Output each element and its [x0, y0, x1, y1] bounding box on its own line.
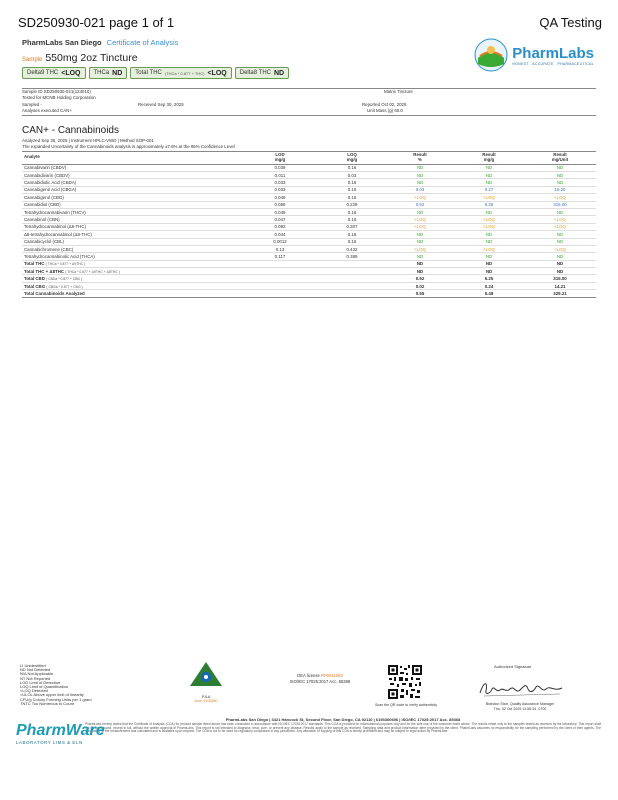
total-label: [22, 282, 242, 289]
section-title: CAN+ - Cannabinoids: [22, 125, 119, 136]
reported: Reported Oct 02, 2025: [362, 101, 407, 107]
analyses-executed: Analyses executed CAN+: [22, 108, 72, 114]
result-mg-unit: <LOQ: [524, 194, 596, 201]
pharmlabs-logo-icon: [474, 38, 508, 72]
sample-id: Sample ID SD250930-021(124010): [22, 89, 91, 94]
header-result-mgg: Result mg/g: [454, 152, 524, 165]
analyte-name: Δ8-tetrahydrocannabinol (Δ8-THC): [22, 231, 242, 238]
loq-value: 0.16: [318, 186, 386, 193]
loq-value: [318, 282, 386, 289]
result-mg-unit: ND: [524, 208, 596, 215]
uncertainty-line: The expanded Uncertainty of the Cannabinoids analysis is approximately ±7.6% at the 95% Confidence Level: [22, 144, 235, 149]
loq-value: [318, 268, 386, 275]
result-mg-unit: 16.20: [524, 186, 596, 193]
lod-value: 0.049: [242, 194, 318, 201]
pharmware-tagline: LABORATORY LIMS & ELN: [16, 740, 83, 745]
pill-label: Total THC: [135, 70, 162, 76]
result-mgg: 5.25: [454, 275, 524, 282]
lod-value: 0.033: [242, 186, 318, 193]
result-pct: ND: [386, 268, 454, 275]
lod-value: 0.047: [242, 216, 318, 223]
signature-date: Thu, 02 Oct 2025 11:56:34 -0700: [493, 706, 547, 711]
result-mg-unit: <LOQ: [524, 216, 596, 223]
dea-license: [275, 673, 365, 685]
result-mgg: ND: [454, 268, 524, 275]
disclaimer-text: PharmLabs hereby states that the Certificate of Analysis (COA) for product sample listed above has been conducted in accordance with ISO/IEC 17025:2017 standards. This COA is provided for informational purposes only and for the sole use of the customer listed above. The results relate only to the samples tested as received by the laboratory. This report shall not be reproduced, except in full, without the written approval of PharmLabs. This report is not intended to diagnose, treat, cure, or prevent any disease. Results apply to the sample as received. Sampling data and product information were provided by the client. PharmLabs assumes no responsibility for the sampling performed by the client or their agents. The uncertainty of the measurement was calculated and is available upon request. The COA is not to be used for regulatory compliance in any jurisdiction. Any alteration or copying of this COA is strictly prohibited and may be subject to legal action by PharmLabs.: [85, 722, 601, 734]
result-mgg: ND: [454, 238, 524, 245]
result-mgg: <LOQ: [454, 194, 524, 201]
result-mgg: <LOQ: [454, 245, 524, 252]
result-mgg: ND: [454, 260, 524, 267]
result-mg-unit: ND: [524, 179, 596, 186]
document-id: SD250930-021 page 1 of 1: [18, 14, 175, 30]
table-row: [22, 216, 596, 223]
pharmware-logo: [16, 722, 105, 745]
loq-value: 0.03: [318, 171, 386, 178]
result-mg-unit: 329.21: [524, 290, 596, 297]
result-pct: ND: [386, 164, 454, 171]
pjla-label: PJLA: [201, 695, 211, 699]
pill-value: <LOQ: [61, 69, 81, 77]
loq-value: 0.229: [318, 201, 386, 208]
lod-value: [242, 260, 318, 267]
result-pct: ND: [386, 231, 454, 238]
sample-meta: [22, 88, 596, 116]
abbreviation-legend: [20, 664, 92, 706]
lod-value: 0.049: [242, 208, 318, 215]
result-mg-unit: ND: [524, 260, 596, 267]
legend-item: LOD Limit of Detection: [20, 679, 61, 685]
analyte-name: Cannabinol (CBN): [22, 216, 242, 223]
matrix: Matrix Tincture: [384, 89, 413, 94]
result-mgg: 5.49: [454, 290, 524, 297]
loq-value: 0.432: [318, 245, 386, 252]
result-mgg: ND: [454, 253, 524, 260]
lod-value: 0.092: [242, 223, 318, 230]
result-mgg: ND: [454, 164, 524, 171]
result-pct: 0.03: [386, 186, 454, 193]
pjla-logo-icon: [184, 660, 228, 690]
pill-value: ND: [112, 69, 123, 77]
received: Received Sep 30, 2025: [138, 101, 184, 107]
table-row: [22, 171, 596, 178]
signatory: [455, 702, 585, 711]
result-mg-unit: 315.00: [524, 201, 596, 208]
top-bar: [18, 12, 602, 32]
legend-item: LI Unidentified: [20, 663, 46, 668]
total-formula: ( THCa * 0.877 + Δ9THC ): [45, 262, 86, 267]
result-pct: 0.55: [386, 290, 454, 297]
table-row: [22, 179, 596, 186]
table-row: [22, 186, 596, 193]
pharmlabs-brand: [474, 38, 594, 72]
lod-value: 0.039: [242, 164, 318, 171]
result-mgg: 0.24: [454, 282, 524, 289]
legend-item: NT Not Reported: [20, 675, 51, 681]
header-result-pct: Result %: [386, 152, 454, 165]
table-row: [22, 208, 596, 215]
analyte-name: Cannabicyclol (CBL): [22, 238, 242, 245]
total-formula: ( CBGa * 0.877 + CBG ): [46, 284, 83, 289]
result-pct: ND: [386, 238, 454, 245]
total-formula: ( THCa * 0.877 + Δ9THC + Δ8THC ): [65, 269, 120, 274]
lod-value: 0.117: [242, 253, 318, 260]
qr-scan-text: Scan the QR code to verify authenticity: [374, 703, 438, 707]
table-row: [22, 164, 596, 171]
analyte-name: Cannabivarin (CBDV): [22, 164, 242, 171]
result-mgg: ND: [454, 208, 524, 215]
table-row: [22, 253, 596, 260]
lod-value: 0.011: [242, 171, 318, 178]
result-mg-unit: <LOQ: [524, 223, 596, 230]
analyte-name: Cannabigerol (CBG): [22, 194, 242, 201]
pill-label: Delta9 THC: [27, 70, 59, 76]
lod-value: 0.13: [242, 245, 318, 252]
result-mg-unit: ND: [524, 164, 596, 171]
result-mg-unit: ND: [524, 238, 596, 245]
lod-value: 0.044: [242, 231, 318, 238]
loq-value: 0.16: [318, 179, 386, 186]
sample-label: Sample: [22, 57, 43, 63]
loq-value: 0.16: [318, 194, 386, 201]
lod-value: [242, 275, 318, 282]
lod-value: 0.033: [242, 179, 318, 186]
header-lod: LOD mg/g: [242, 152, 318, 165]
pill-thca: [89, 67, 128, 79]
result-mgg: <LOQ: [454, 223, 524, 230]
cannabinoid-table: [22, 151, 596, 298]
loq-value: [318, 260, 386, 267]
loq-value: 0.16: [318, 231, 386, 238]
signatory-name: Brandon Starr, Quality Assurance Manager: [485, 702, 555, 706]
result-mgg: <LOQ: [454, 216, 524, 223]
loq-value: 0.16: [318, 238, 386, 245]
result-pct: ND: [386, 260, 454, 267]
legend-item: TNTC Too Numerous to Count: [20, 700, 74, 706]
loq-value: 0.16: [318, 208, 386, 215]
result-pct: ND: [386, 208, 454, 215]
brand-tagline: HONEST . ACCURATE . PHARMACEUTICAL: [512, 61, 594, 66]
total-label: [22, 275, 242, 282]
total-label: [22, 290, 242, 297]
total-row: [22, 268, 596, 275]
loq-value: [318, 290, 386, 297]
pill-label: THCa: [93, 70, 110, 76]
analyzed-line: Analyzed Sep 30, 2025 | Instrument HPLC-VWD | Method SOP-001: [22, 138, 154, 143]
table-header-row: [22, 152, 596, 165]
pharmware-name: PharmWare: [16, 722, 105, 739]
lod-value: [242, 290, 318, 297]
total-row: [22, 260, 596, 267]
lod-value: [242, 282, 318, 289]
total-formula: ( CBDa * 0.877 + CBD ): [46, 277, 83, 282]
analyte-name: Cannabidiolic Acid (CBDA): [22, 179, 242, 186]
analyte-name: Cannabidivarin (CBDV): [22, 171, 242, 178]
pill-label: Delta8 THC: [239, 70, 271, 76]
meta-row: [22, 108, 596, 114]
result-mg-unit: ND: [524, 231, 596, 238]
lod-value: 0.0012: [242, 238, 318, 245]
total-name: Total THC + Δ8THC: [24, 268, 65, 274]
result-mgg: ND: [454, 231, 524, 238]
result-mg-unit: ND: [524, 268, 596, 275]
total-name: Total Cannabinoids Analyzed: [24, 290, 85, 296]
analyte-name: Tetrahydrocannabinol (Δ9-THC): [22, 223, 242, 230]
lab-line: [22, 38, 178, 47]
result-mg-unit: ND: [524, 253, 596, 260]
result-pct: <LOQ: [386, 245, 454, 252]
loq-value: 0.16: [318, 164, 386, 171]
result-pct: ND: [386, 171, 454, 178]
signature-icon: [476, 677, 566, 699]
signature-label: Authorized Signature: [494, 664, 532, 669]
lod-value: [242, 268, 318, 275]
analyte-name: Tetrahydrocannabivarin (THCV): [22, 208, 242, 215]
legend-item: <LOQ Detected: [20, 688, 48, 694]
loq-value: 0.389: [318, 253, 386, 260]
result-mgg: ND: [454, 171, 524, 178]
table-row: [22, 223, 596, 230]
legend-item: ND Not Detected: [20, 667, 51, 673]
qa-testing-label: QA Testing: [539, 14, 602, 30]
total-row: [22, 282, 596, 289]
analyte-name: Cannabigerol Acid (CBGA): [22, 186, 242, 193]
sample-line: [22, 52, 138, 64]
total-label: [22, 268, 242, 275]
header-analyte: Analyte: [22, 152, 242, 165]
result-pct: <LOQ: [386, 216, 454, 223]
legend-item: >ULOL Above upper limit of linearity: [20, 692, 84, 698]
total-row: [22, 275, 596, 282]
total-row: [22, 290, 596, 297]
result-mg-unit: <LOQ: [524, 245, 596, 252]
pill-delta8-thc: [235, 67, 289, 79]
unit-mass: Unit Mass (g) 60.0: [367, 108, 403, 114]
loq-value: 0.16: [318, 216, 386, 223]
result-pct: 0.52: [386, 275, 454, 282]
pill-value: <LOQ: [207, 69, 227, 77]
result-pct: ND: [386, 179, 454, 186]
header-result-unit: Result mg/Unit: [524, 152, 596, 165]
footer: [0, 660, 618, 800]
iso-accreditation: ISO/IEC 17025:2017 Acc. 85368: [289, 679, 351, 684]
pill-value: ND: [273, 69, 285, 77]
dea-number: RP0611083: [320, 673, 343, 678]
pill-formula: (THCa * 0.877 + THC): [164, 70, 205, 76]
total-label: [22, 260, 242, 267]
loq-value: [318, 275, 386, 282]
result-pct: 0.02: [386, 282, 454, 289]
legend-item: CFU/g Colony Forming Units per 1 gram: [20, 696, 92, 702]
table-row: [22, 194, 596, 201]
analyte-name: Cannabichromene (CBC): [22, 245, 242, 252]
pjla-accreditation-number: Accr. #105360: [194, 699, 218, 703]
tested-for: Tested for MCNB Holding Corporation: [22, 95, 96, 101]
header-loq: LOQ mg/g: [318, 152, 386, 165]
loq-value: 0.307: [318, 223, 386, 230]
analyte-name: Tetrahydrocannabinolic Acid (THCA): [22, 253, 242, 260]
pjla-accreditation: [184, 660, 228, 703]
lab-address: PharmLabs San Diego | 3421 Hancock St, Second Floor, San Diego, CA 92110 | 6193360696 | ISO/IEC 17025:2017 Acc. 85368: [225, 717, 461, 722]
result-pct: <LOQ: [386, 223, 454, 230]
lab-name: PharmLabs San Diego: [22, 38, 102, 47]
total-name: Total THC: [24, 261, 45, 267]
pill-total-thc: [130, 67, 231, 79]
table-row: [22, 231, 596, 238]
summary-pills: [22, 67, 289, 79]
result-mg-unit: 315.00: [524, 275, 596, 282]
lod-value: 0.069: [242, 201, 318, 208]
pill-delta9-thc: [22, 67, 86, 79]
legend-item: N/A Not Applicable: [20, 671, 54, 677]
total-name: Total CBG: [24, 283, 46, 289]
result-mgg: 5.25: [454, 201, 524, 208]
legend-item: LOQ Limit of Quantification: [20, 684, 69, 690]
result-pct: 0.52: [386, 201, 454, 208]
result-mgg: 0.27: [454, 186, 524, 193]
result-mg-unit: 14.21: [524, 282, 596, 289]
coa-label: Certificate of Analysis: [106, 38, 179, 47]
result-pct: <LOQ: [386, 194, 454, 201]
analyte-name: Cannabidiol (CBD): [22, 201, 242, 208]
result-pct: ND: [386, 253, 454, 260]
brand-name: PharmLabs: [512, 44, 594, 62]
table-row: [22, 201, 596, 208]
qr-code-icon[interactable]: [387, 664, 423, 700]
table-row: [22, 238, 596, 245]
table-row: [22, 245, 596, 252]
dea-prefix: DEA license: [297, 673, 321, 678]
sampled: Sampled -: [22, 101, 43, 107]
result-mg-unit: ND: [524, 171, 596, 178]
total-name: Total CBD: [24, 276, 45, 282]
result-mgg: ND: [454, 179, 524, 186]
sample-name: 550mg 2oz Tincture: [45, 52, 138, 64]
